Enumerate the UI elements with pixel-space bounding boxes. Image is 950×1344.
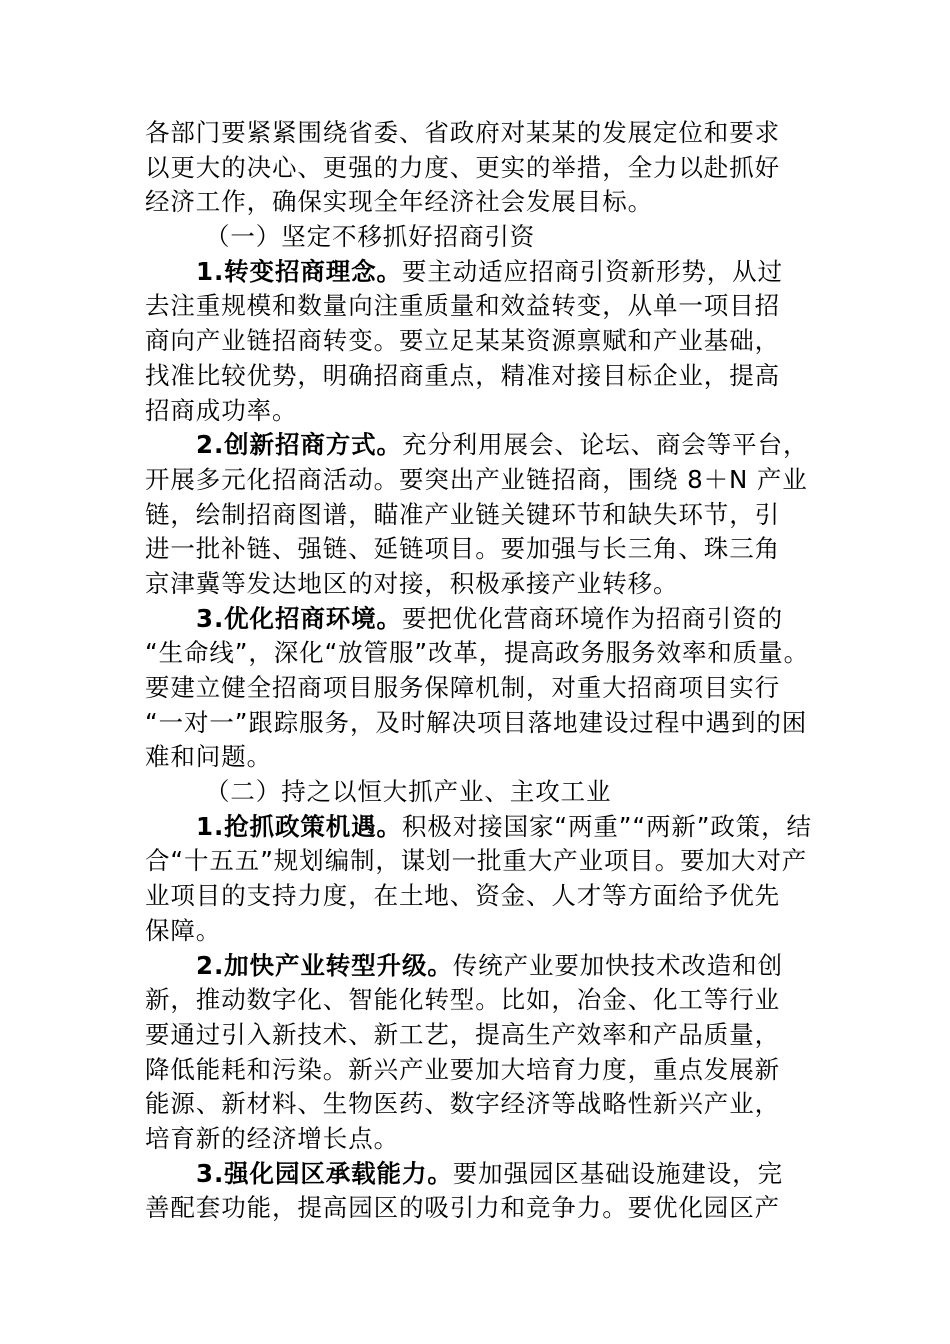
text-line: 商向产业链招商转变。要立足某某资源禀赋和产业基础，	[145, 326, 780, 356]
text-line: 链，绘制招商图谱，瞄准产业链关键环节和缺失环节，引	[145, 499, 780, 529]
text-line: 要通过引入新技术、新工艺，提高生产效率和产品质量，	[145, 1019, 780, 1049]
item-text: 积极对接国家“两重”“两新”政策，结	[401, 811, 812, 841]
text-line: 难和问题。	[145, 742, 272, 772]
text-line: 业项目的支持力度，在土地、资金、人才等方面给予优先	[145, 881, 780, 911]
section-heading: （二）持之以恒大抓产业、主攻工业	[205, 777, 612, 807]
text-line	[145, 428, 845, 463]
text-line: “一对一”跟踪服务，及时解决项目落地建设过程中遇到的困	[145, 707, 808, 737]
text-line: 能源、新材料、生物医药、数字经济等战略性新兴产业，	[145, 1089, 780, 1119]
text-line	[145, 949, 845, 984]
paragraph-item	[145, 428, 845, 601]
text-line	[145, 255, 845, 290]
text-line: 经济工作，确保实现全年经济社会发展目标。	[145, 187, 653, 217]
item-title: 1.抢抓政策机遇。	[196, 811, 402, 841]
text-line: 各部门要紧紧围绕省委、省政府对某某的发展定位和要求	[145, 118, 780, 147]
item-title: 3.优化招商环境。	[196, 603, 402, 633]
section-2	[145, 775, 845, 1226]
text-line: 去注重规模和数量向注重质量和效益转变，从单一项目招	[145, 291, 780, 321]
intro-paragraph	[145, 116, 845, 220]
text-line: 合“十五五”规划编制，谋划一批重大产业项目。要加大对产	[145, 846, 808, 876]
text-line: 要建立健全招商项目服务保障机制，对重大招商项目实行	[145, 673, 780, 702]
text-line: 进一批补链、强链、延链项目。要加强与长三角、珠三角	[145, 534, 780, 564]
text-line: 招商成功率。	[145, 395, 298, 425]
paragraph-item	[145, 255, 845, 428]
section-1	[145, 220, 845, 775]
text-line: 培育新的经济增长点。	[145, 1123, 399, 1153]
item-title: 3.强化园区承载能力。	[196, 1158, 453, 1188]
paragraph-item	[145, 1157, 845, 1226]
text-line: 新，推动数字化、智能化转型。比如，冶金、化工等行业	[145, 985, 780, 1015]
item-title: 1.转变招商理念。	[196, 256, 402, 286]
item-text: 要加强园区基础设施建设，完	[452, 1158, 783, 1188]
item-text: 传统产业要加快技术改造和创	[452, 950, 783, 980]
text-line: 降低能耗和污染。新兴产业要加大培育力度，重点发展新	[145, 1054, 780, 1084]
item-text: 要把优化营商环境作为招商引资的	[401, 603, 783, 633]
text-line	[145, 602, 845, 637]
text-line: 开展多元化招商活动。要突出产业链招商，围绕 8＋N 产业	[145, 464, 808, 494]
text-line: 善配套功能，提高园区的吸引力和竞争力。要优化园区产	[145, 1193, 780, 1223]
paragraph-item	[145, 949, 845, 1157]
item-title: 2.加快产业转型升级。	[196, 950, 453, 980]
item-title: 2.创新招商方式。	[196, 430, 402, 460]
text-line: 京津冀等发达地区的对接，积极承接产业转移。	[145, 568, 679, 598]
item-text: 要主动适应招商引资新形势，从过	[401, 256, 783, 286]
item-text: 充分利用展会、论坛、商会等平台，	[401, 430, 809, 460]
text-line: “生命线”，深化“放管服”改革，提高政务服务效率和质量。	[145, 638, 809, 668]
text-line: 以更大的决心、更强的力度、更实的举措，全力以赴抓好	[145, 152, 780, 182]
text-line	[145, 1157, 845, 1192]
section-heading: （一）坚定不移抓好招商引资	[205, 222, 536, 252]
text-line: 找准比较优势，明确招商重点，精准对接目标企业，提高	[145, 360, 780, 390]
paragraph-item	[145, 602, 845, 775]
text-line	[145, 810, 845, 845]
paragraph-item	[145, 810, 845, 949]
document-page	[145, 116, 845, 1226]
text-line: 保障。	[145, 915, 222, 945]
